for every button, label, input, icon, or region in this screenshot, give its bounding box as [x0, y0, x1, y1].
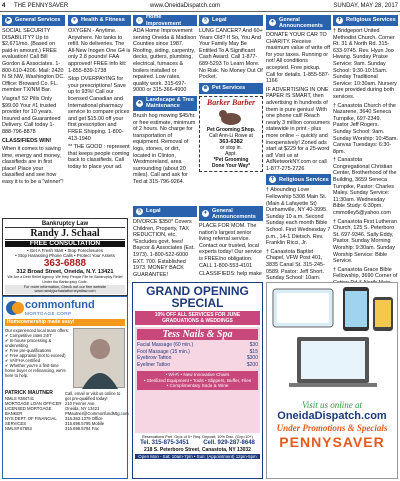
commonfund-features: Our experienced local team offers: ✔ Competitive rates 24/7 ✔ In-house processing & underwriting ✔ Free pre-qualifications ✔ Free appraisal (not to exceed) ✔ VA/FHA certified ✔ Whether you're a first-time home buyer or refinancing, we're here to help.: [5, 328, 69, 378]
bankruptcy-line-2: • Stop Harassing Phone Calls • Protect Your Assets: [15, 253, 115, 259]
service-row: Eyebrow Tattoo $300: [137, 355, 258, 361]
category-header-health-fitness: ♥ Health & Fitness: [68, 15, 131, 26]
service-row: Facial Massage (60 min.) $30: [137, 342, 258, 348]
promo-illustration: [267, 283, 399, 395]
issue-date: SUNDAY, MAY 28, 2017: [333, 3, 398, 9]
category-header-landscape: ♣ Landscape & Tree Maintenance: [133, 96, 197, 111]
loan-officer-photo: [73, 328, 125, 388]
ad-social-security: SOCIAL SECURITY DISABILITY? Up to $2,671/mo. (Based on paid-in amount.) FREE evaluation! Call Bill Gordon & Associates. 1-800-610-4206. Mail: 2420 N St NW, Washington DC. Office: Broward Co. FL. member TX/NM Bar.: [2, 28, 65, 94]
megaphone-icon: ✦: [270, 19, 275, 25]
bankruptcy-website[interactable]: For more information, Check out our firm website www.randyjschaalattorneyatlaw.com: [5, 285, 125, 294]
heart-icon: ♥: [71, 17, 78, 24]
column-4-lower: [199, 205, 263, 277]
commonfund-logo-icon: [5, 300, 25, 316]
arrow-icon: ▶: [6, 17, 11, 23]
barker-phone[interactable]: 363-6382: [219, 138, 243, 145]
grand-opening-subtitle: 10% OFF ALL SERVICES FOR JUNE GRADUATIONS & WEDDINGS: [135, 311, 260, 325]
category-header-general-announcements: ✦ General Announcements: [266, 15, 331, 30]
reservation-notice: Reservations Pref. Grps of 5+ Req. Deposit; 10% Disc. (Grp=10+): [142, 435, 253, 439]
category-header-religious-services: ✝ Religious Services: [266, 174, 331, 185]
category-header-pet-services: ❀ Pet Services: [199, 83, 263, 94]
grand-opening-title: GRAND OPENING SPECIAL: [146, 284, 249, 310]
loan-officer-name: PATRICK MAUTNER: [5, 390, 53, 396]
category-header-general-announcements-2: ✦ General Announcements: [199, 206, 263, 221]
tree-icon: ♣: [137, 99, 142, 106]
page-header: [0, 0, 400, 12]
category-header-legal: § Legal: [199, 15, 263, 26]
gavel-icon: §: [202, 17, 209, 24]
classifieds-win-text: When it comes to saving time, energy and money, classifieds are in first place! Place your classified and see how easy it is to be a "winner"!: [2, 146, 64, 186]
ad-classifieds-help: CLASSIFIEDS: help make: [199, 271, 262, 277]
ad-canastota-baptist: † Canastota Baptist Chapel, VFW Post 401, 3835 Canal St. 315-245-0589. Pastor: Jeff Short. Sunday School: 10am.: [266, 248, 325, 282]
grand-opening-ad: [132, 282, 263, 479]
ad-grace-bible: † Canastota Grace Bible Fellowship, 3690 Corner of: [333, 266, 398, 280]
service-row: Foot Massage (15 min.) $15: [137, 348, 258, 355]
phone-row: [133, 440, 262, 447]
ad-divorce: DIVORCE $350* Covers Children, Property, TAX REDUCTION, etc. *Excludes govt. fees! Baycor & Associates (Est. 1973). 1-800-522-6000 EXT. 700. Established 1973. MONEY BACK GUARANTEE!: [133, 219, 195, 277]
bankruptcy-title: Bankruptcy Law: [41, 221, 89, 227]
ad-prescriptions: Stop OVERPAYING for your prescriptions! Save up to 93%! Call our licensed Canadian and International pharmacy service to compare prices and get $15.00 off your first prescription and FREE Shipping. 1-800-413-1940: [68, 76, 130, 142]
paper-name: THE PENNYSAVER: [14, 3, 69, 9]
column-5: [266, 14, 331, 286]
ad-oxygen: OXYGEN - Anytime. Anywhere. No tanks to refill. No deliveries. The All-New Inogen One G4 is only 2.8 pounds! FAA approved! FREE info kit: 1-855-839-1738: [68, 28, 131, 74]
service-row: Eyeliner Tattoo $200: [137, 361, 258, 368]
ad-place-for-mom: PLACE FOR MOM. The nation's largest senior living referral service. Contact our trusted, local experts today! Our service is FREE/no obligation. CALL 1-800-553-4101: [199, 223, 262, 269]
bankruptcy-phone[interactable]: 363-6888: [43, 258, 87, 270]
commonfund-logo: commonfund MORTGAGE CORP: [5, 299, 125, 317]
megaphone-icon: ✦: [203, 210, 208, 216]
barker-barber-logo: Barker Barber: [206, 97, 256, 107]
commonfund-tagline: Homeownership made easy!: [5, 319, 125, 326]
bankruptcy-line-1: • Get A Fresh Start • Stop Foreclosures: [26, 248, 104, 253]
free-consultation: FREE CONSULTATION: [5, 241, 125, 247]
promo-tagline: Under Promotions & Specials: [276, 423, 388, 433]
tel-number[interactable]: Tel. 315-875-3451: [140, 439, 190, 446]
cell-number[interactable]: Cell. 929-287-8648: [203, 439, 255, 446]
cross-icon: ✝: [337, 17, 342, 23]
ad-donate-car: DONATE YOUR CAR TO CHARITY. Receive maximum value of write off for your taxes. Running or not! All conditions accepted. Free pickup. Call for details. 1-855-587-1166: [266, 32, 331, 85]
category-header-general-services: ▶ General Services: [2, 15, 65, 26]
column-3: [133, 14, 197, 214]
commonfund-ad: [2, 296, 128, 479]
ad-ada-home: ADA Home Improvement serving Oneida & Madison Counties since 1987. Roofing, siding, carpentry, decks, gutters, plumbing, electrical, furnaces & boilers installed or repaired. Low rates, quality work. 315-697-9000 or 315-366-4900: [133, 28, 197, 94]
ad-lutheran: † Canastota First Lutheran Church, 125 S. Peterboro St. 697-9346. Sally Eddy, Pastor. Sunday Morning Worship: 9:30am. Sunday Worship Service: Bible Service.: [333, 218, 397, 265]
ad-congregational: † Canastota Congregational Christian Center, Brotherhood of the Building, 3659 Seneca Turnpike, Pastor: Charles Maley. Sunday Service: 11:30am. Wednesday Bible Study: 6:30pm. cmmotley5@yahoo.com: [333, 157, 397, 217]
attorney-name: Randy J. Schaal: [5, 227, 125, 240]
barker-barber-ad: Barker Barber Pet Grooming Shop. Call Ann-Li Rowe at 363-6382 or stop in. Appt. *Pet Grooming Done Your Way*: [199, 96, 263, 172]
oneidadispatch-promo: [266, 282, 398, 479]
category-header-religious-services-2: ✝ Religious Services: [333, 15, 398, 26]
tess-nails-logo: Tess Nails & Spa: [137, 329, 258, 340]
ad-brush-hog: Brush hog mowing $45/hr. or free estimate, minimum of 2 hours. No charge for transportation of equipment. Removal of logs, stones, or dirt, located in Clinton, Westmoreland, area surrounding (about 20 miles). Call and ask for Ted at 315-796-9264.: [133, 112, 196, 185]
house-icon: ⌂: [137, 17, 142, 23]
ad-advertising: IF ADVERTISING IN ONE PAPER IS SMART, then advertising in hundreds of them is pure genius! With one phone call! Reach nearly 3 million consumers statewide in print - plus more online -- quickly and inexpensively! Zoned ads start at $229 for a 25-word ad! Visit us at AdNetworkNY.com or call 1-877-275-2726: [266, 86, 330, 172]
category-header-legal-2: § Legal: [133, 206, 197, 217]
site-url[interactable]: www.OneidaDispatch.com: [150, 3, 221, 9]
bankruptcy-ad: [2, 218, 128, 296]
pennysaver-logo: PENNYSAVER: [279, 434, 385, 450]
column-3-lower: [133, 205, 197, 277]
classifieds-win-heading: CLASSIFIEDS WIN!: [2, 137, 52, 144]
column-2: [68, 14, 131, 214]
ad-lung-cancer: LUNG CANCER? And 60+ Years Old? If So, You And Your Family May Be Entitled To A Significant Cash Award. Call 1-877-689-5293 To Learn More. No Risk. No Money Out Of Pocket.: [199, 28, 263, 81]
person-photo-icon: [74, 329, 126, 389]
bankruptcy-note: We Are a Debt Relief Agency. We Help People File for Bankruptcy Relief Under the Bankruptcy Code.: [7, 275, 123, 284]
paw-icon: ❀: [203, 84, 208, 91]
tess-nails-panel: [135, 327, 260, 433]
dog-icon: [216, 108, 246, 126]
ad-bridgeport: † Bridgeport United Methodist Church. Corner Rt. 31 & North Rd. 315-633-9745. Rev. Hyun Joo Hwang. Sunday Praise Service: 9am. Sunday School: 9:30-10:15am. Sunday Traditional Service: 10:30am. Nursery care provided during both services.: [333, 28, 397, 100]
spa-hours: Open Mon - Sat: 10am-7pm • Sun: (Appointment) 12pm-5pm: [135, 454, 260, 460]
ad-nazarene: † Canastota Church of the Nazarene, 3640 Seneca Turnpike, 697-2349. Pastor Jeff Rogers. Sunday School: 9am. Sunday Worship: 10:45am. Canvas Tuesdays: 6:30-8pm.: [333, 102, 398, 155]
cross-icon: ✝: [270, 176, 275, 183]
amenities: • Wi-Fi • New Innovative Chairs • Sterilized Equipment • Tools • Slippers, Buffer, Files • Complimentary Soda & Wine: [137, 371, 258, 390]
ad-the-good: ** THE GOOD : represent that keeps people coming back to classifieds. Call today to place your ad.: [68, 144, 130, 170]
category-header-home-improvement: ⌂ Home Improvement: [133, 15, 197, 26]
gavel-icon: §: [136, 208, 143, 215]
loan-officer-details: NMLS #384741 MORTGAGE LOAN OFFICER LICENSED MORTGAGE BANKER NYS DEPT. OF FINANCIAL SERVICES NMLS# 67853: [5, 396, 62, 431]
oneidadispatch-link[interactable]: OneidaDispatch.com: [277, 410, 387, 422]
column-4: [199, 14, 263, 214]
ad-viagra: Viagra!! 52 Pills Only $99.00 Your #1 trusted provider for 10 years. Insured and Guaranteed Delivery. Call today 1-888-796-8878: [2, 95, 61, 135]
bankruptcy-address: 312 Broad Street, Oneida, N.Y. 13421: [16, 269, 114, 276]
column-6: [333, 14, 398, 286]
visit-online-text: Visit us online at: [301, 400, 363, 410]
commonfund-contact[interactable]: Call, email or visit us online to get pre-qualified today! 210 Fenner Ave. Oneida, NY 13421 PMautner@CommonfundMtg.com 315.363.1379 Office 315.696.5795 Mobile 315.696.5794 Fax: [65, 391, 129, 431]
ad-abounding-love: † Abounding Love Fellowship 5308 Main St. (Main & Lafayette St) Durhamville, NY 40-3995. Sunday 10 a.m. Second Sunday each month Bible School. First Wednesday 7 p.m., 14-1 Dietsch. Rev. Franklin Ricci, Jr.: [266, 187, 331, 247]
page-number: 4: [2, 3, 6, 9]
spa-address: 218 S. Peterboro Street, Canastota, NY 13032: [144, 446, 251, 453]
